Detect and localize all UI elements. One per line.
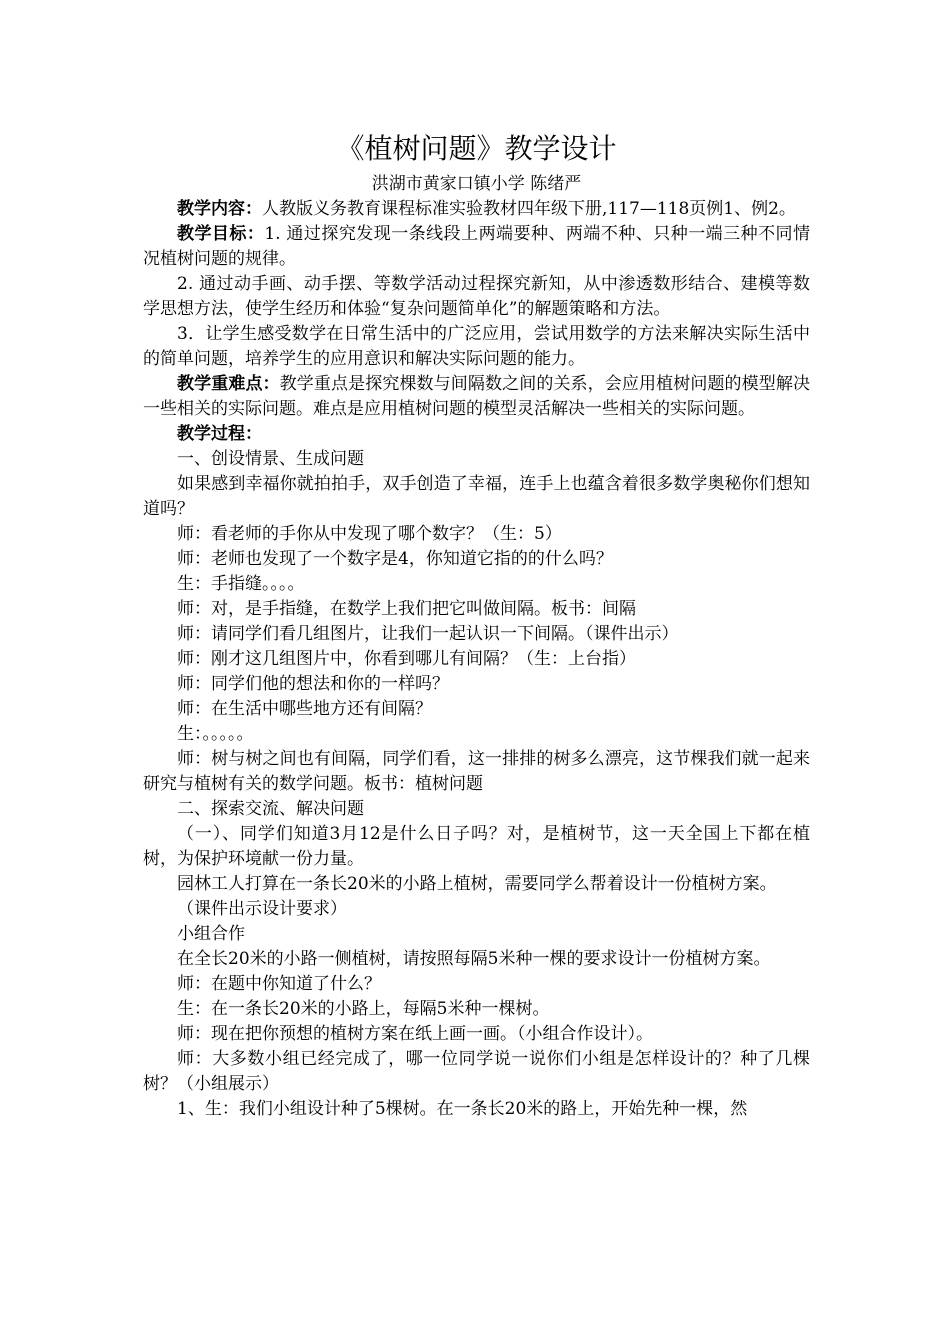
body-paragraph: 一、创设情景、生成问题 bbox=[177, 449, 364, 469]
teaching-goal-3: 3．让学生感受数学在日常生活中的广泛应用，尝试用数学的方法来解决实际生活中的简单问题，培养学生的应用意识和解决实际问题的能力。 bbox=[143, 324, 810, 369]
body-paragraph: 1、生：我们小组设计种了5棵树。在一条长20米的路上，开始先种一棵，然 bbox=[177, 1099, 748, 1119]
body-paragraph: 师：树与树之间也有间隔，同学们看，这一排排的树多么漂亮，这节棵我们就一起来研究与植树有关的数学问题。板书：植树问题 bbox=[143, 749, 810, 794]
teaching-content-label: 教学内容： bbox=[177, 199, 262, 219]
body-paragraph: 师：看老师的手你从中发现了哪个数字？（生：5） bbox=[177, 524, 562, 544]
body-paragraph: 师：在题中你知道了什么？ bbox=[177, 974, 381, 994]
body-paragraph: 师：现在把你预想的植树方案在纸上画一画。（小组合作设计）。 bbox=[177, 1024, 653, 1044]
body-paragraph: 师：同学们他的想法和你的一样吗？ bbox=[177, 674, 449, 694]
teaching-process-label: 教学过程： bbox=[177, 424, 262, 444]
teaching-goal-2: 2. 通过动手画、动手摆、等数学活动过程探究新知，从中渗透数形结合、建模等数学思想方法，使学生经历和体验“复杂问题简单化”的解题策略和方法。 bbox=[143, 274, 810, 319]
body-paragraph: 在全长20米的小路一侧植树，请按照每隔5米种一棵的要求设计一份植树方案。 bbox=[177, 949, 771, 969]
teaching-goal-1: 1. 通过探究发现一条线段上两端要种、两端不种、只种一端三种不同情况植树问题的规律。 bbox=[143, 224, 811, 269]
teaching-goals-label: 教学目标： bbox=[177, 224, 265, 244]
key-points-text: 教学重点是探究棵数与间隔数之间的关系，会应用植树问题的模型解决一些相关的实际问题。难点是应用植树问题的模型灵活解决一些相关的实际问题。 bbox=[143, 374, 811, 419]
body-paragraph: （一）、同学们知道3月12是什么日子吗？对，是植树节，这一天全国上下都在植树，为保护环境献一份力量。 bbox=[143, 824, 810, 869]
key-points-paragraph bbox=[143, 372, 810, 422]
body-paragraph: 师：对，是手指缝，在数学上我们把它叫做间隔。板书：间隔 bbox=[177, 599, 636, 619]
body-paragraph: 如果感到幸福你就拍拍手，双手创造了幸福，连手上也蕴含着很多数学奥秘你们想知道吗？ bbox=[143, 474, 810, 519]
body-paragraph: （课件出示设计要求） bbox=[177, 899, 347, 919]
teaching-content-paragraph bbox=[143, 197, 810, 222]
body-paragraph: 师：在生活中哪些地方还有间隔？ bbox=[177, 699, 432, 719]
document-page bbox=[143, 126, 810, 1122]
body-paragraph: 二、探索交流、解决问题 bbox=[177, 799, 364, 819]
body-paragraph: 生：。。。。。 bbox=[177, 724, 254, 744]
document-title: 《植树问题》教学设计 bbox=[336, 132, 617, 165]
body-paragraph: 生：在一条长20米的小路上，每隔5米种一棵树。 bbox=[177, 999, 550, 1019]
document-author: 洪湖市黄家口镇小学 陈绪严 bbox=[371, 174, 582, 194]
body-paragraph: 园林工人打算在一条长20米的小路上植树，需要同学么帮着设计一份植树方案。 bbox=[177, 874, 777, 894]
teaching-content-text: 人教版义务教育课程标准实验教材四年级下册,117—118页例1、例2。 bbox=[262, 199, 796, 219]
body-paragraph: 师：请同学们看几组图片，让我们一起认识一下间隔。（课件出示） bbox=[177, 624, 679, 644]
body-paragraph: 师：刚才这几组图片中，你看到哪儿有间隔？（生：上台指） bbox=[177, 649, 636, 669]
body-paragraph: 师：大多数小组已经完成了，哪一位同学说一说你们小组是怎样设计的？种了几棵树？（小组展示） bbox=[143, 1049, 810, 1094]
teaching-goals-paragraph bbox=[143, 222, 810, 272]
body-paragraph: 师：老师也发现了一个数字是4，你知道它指的的什么吗？ bbox=[177, 549, 613, 569]
key-points-label: 教学重难点： bbox=[177, 374, 280, 394]
teaching-process-heading bbox=[143, 422, 810, 447]
body-paragraph: 生：手指缝。。。。 bbox=[177, 574, 305, 594]
body-paragraph: 小组合作 bbox=[177, 924, 245, 944]
